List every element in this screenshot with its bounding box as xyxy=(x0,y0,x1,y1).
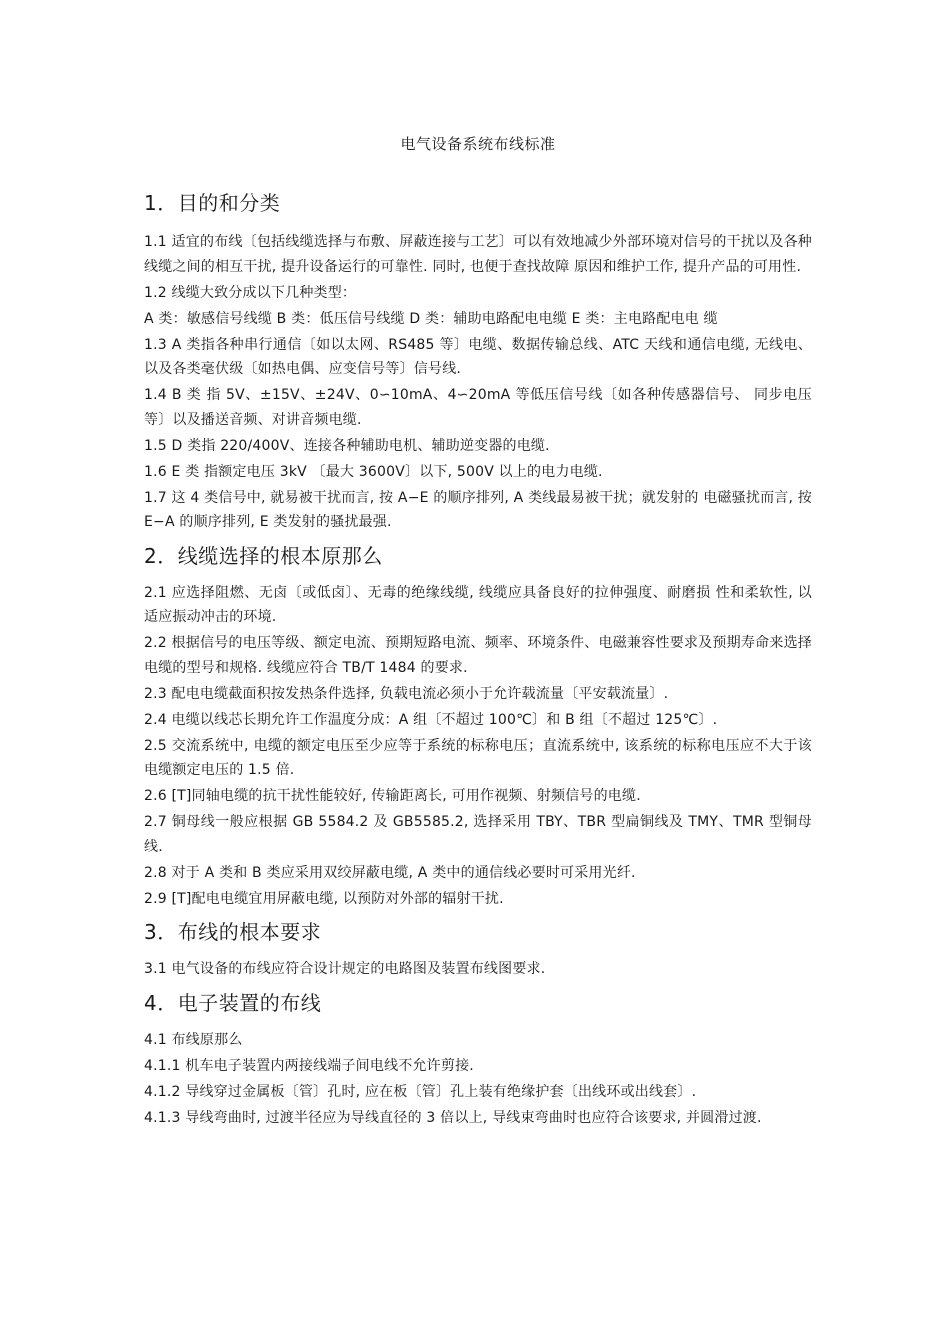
section-heading: 4．电子装置的布线 xyxy=(144,990,322,1015)
section-3 xyxy=(144,917,812,982)
paragraph: 2.5 交流系统中, 电缆的额定电压至少应等于系统的标称电压；直流系统中, 该系统的标称电压应不大于该电缆额定电压的 1.5 倍. xyxy=(144,737,812,778)
paragraph: 2.2 根据信号的电压等级、额定电流、预期短路电流、频率、环境条件、电磁兼容性要求及预期寿命来选择电缆的型号和规格. 线缆应符合 TB/T 1484 的要求. xyxy=(144,635,812,676)
section-heading: 1．目的和分类 xyxy=(144,191,281,215)
section-heading: 3．布线的根本要求 xyxy=(144,920,322,944)
paragraph: 1.3 A 类指各种串行通信〔如以太网、RS485 等〕电缆、数据传输总线、ATC 天线和通信电缆, 无线电、以及各类毫伏级〔如热电偶、应变信号等〕信号线. xyxy=(144,336,812,377)
paragraph: 1.7 这 4 类信号中, 就易被干扰而言, 按 A−E 的顺序排列, A 类线最易被干扰；就发射的 电磁骚扰而言, 按 E−A 的顺序排列, E 类发射的骚扰最强. xyxy=(144,489,812,530)
paragraph: 2.4 电缆以线芯长期允许工作温度分成：A 组〔不超过 100℃〕和 B 组〔不超过 125℃〕. xyxy=(144,711,718,728)
paragraph: 4.1.1 机车电子装置内两接线端子间电线不允许剪接. xyxy=(144,1057,474,1074)
paragraph: 4.1.2 导线穿过金属板〔管〕孔时, 应在板〔管〕孔上装有绝缘护套〔出线环或出线套〕. xyxy=(144,1083,697,1100)
section-1 xyxy=(144,188,812,535)
paragraph: 4.1.3 导线弯曲时, 过渡半径应为导线直径的 3 倍以上, 导线束弯曲时也应符合该要求, 并圆滑过渡. xyxy=(144,1109,762,1126)
paragraph: 2.8 对于 A 类和 B 类应采用双绞屏蔽电缆, A 类中的通信线必要时可采用光纤. xyxy=(144,864,636,881)
paragraph: A 类：敏感信号线缆 B 类：低压信号线缆 D 类：辅助电路配电电缆 E 类：主电路配电电 缆 xyxy=(144,310,718,327)
paragraph: 2.1 应选择阻燃、无卤〔或低卤〕、无毒的绝缘线缆, 线缆应具备良好的拉伸强度、耐磨损 性和柔软性, 以适应振动冲击的环境. xyxy=(144,584,812,625)
paragraph: 1.6 E 类 指额定电压 3kV 〔最大 3600V〕以下, 500V 以上的电力电缆. xyxy=(144,463,603,480)
section-2 xyxy=(144,541,812,912)
paragraph: 3.1 电气设备的布线应符合设计规定的电路图及装置布线图要求. xyxy=(144,961,546,977)
paragraph: 1.1 适宜的布线〔包括线缆选择与布敷、屏蔽连接与工艺〕可以有效地减少外部环境对信号的干扰以及各种线缆之间的相互干扰, 提升设备运行的可靠性. 同时, 也便于查找故障 原因和维护工作, 提升产品的可用性. xyxy=(144,234,812,275)
paragraph: 2.7 铜母线一般应根据 GB 5584.2 及 GB5585.2, 选择采用 TBY、TBR 型扁铜线及 TMY、TMR 型铜母线. xyxy=(144,814,812,855)
paragraph: 1.2 线缆大致分成以下几种类型： xyxy=(144,284,357,301)
paragraph: 1.4 B 类 指 5V、±15V、±24V、0∽10mA、4∽20mA 等低压信号线〔如各种传感器信号、 同步电压等〕以及播送音频、对讲音频电缆. xyxy=(144,387,812,428)
document-title: 电气设备系统布线标准 xyxy=(400,135,556,153)
paragraph: 2.9 [T]配电电缆宜用屏蔽电缆, 以预防对外部的辐射干扰. xyxy=(144,890,504,907)
paragraph: 1.5 D 类指 220/400V、连接各种辅助电机、辅助逆变器的电缆. xyxy=(144,437,550,454)
section-heading: 2．线缆选择的根本原那么 xyxy=(144,543,383,568)
paragraph: 2.6 [T]同轴电缆的抗干扰性能较好, 传输距离长, 可用作视频、射频信号的电缆. xyxy=(144,788,641,804)
document-body xyxy=(144,130,812,1132)
paragraph: 4.1 布线原那么 xyxy=(144,1031,243,1048)
section-4 xyxy=(144,988,812,1131)
paragraph: 2.3 配电电缆截面积按发热条件选择, 负载电流必须小于允许载流量〔平安载流量〕. xyxy=(144,685,669,702)
